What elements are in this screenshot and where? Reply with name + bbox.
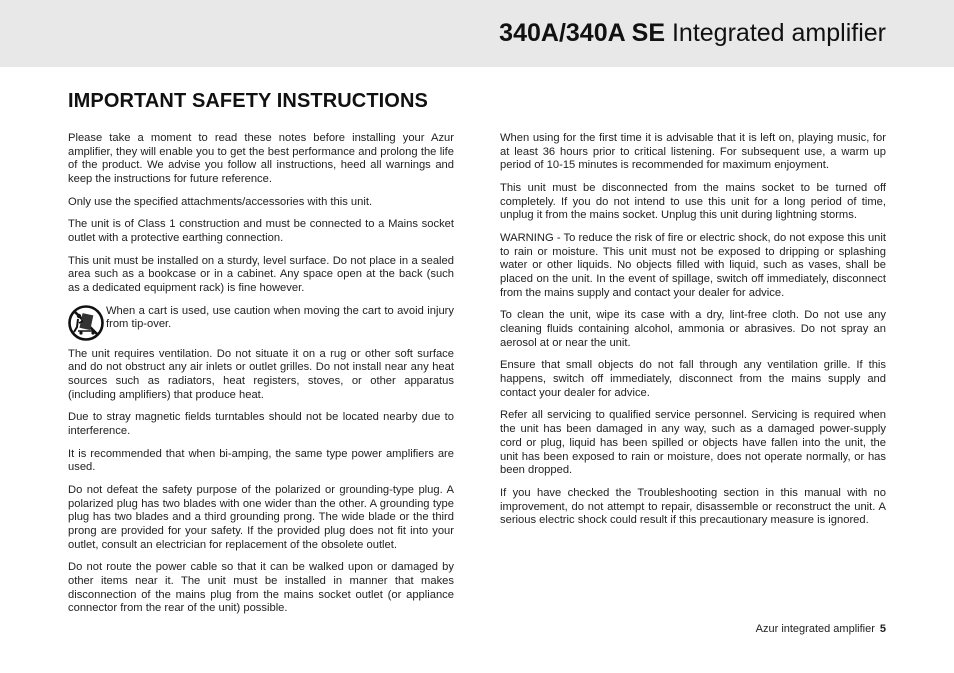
model-name: 340A/340A SE bbox=[499, 19, 666, 47]
paragraph-warning-moisture: WARNING - To reduce the risk of fire or electric shock, do not expose this unit to rain or moisture. This unit must not be exposed to dripping or splashing water or other liquids. No objects filled with liquid, such as vases, shall be placed on the unit. In the event of spillage, switch off immediately, disconnect from the mains supply and contact your dealer for advice. bbox=[500, 232, 886, 299]
paragraph-cart-warning: When a cart is used, use caution when moving the cart to avoid injury from tip-over. bbox=[106, 304, 454, 331]
paragraph-disconnect: This unit must be disconnected from the mains socket to be turned off completely. If you do not intend to use this unit for a long period of time, unplug it from the mains socket. Unplug this unit during lightning storms. bbox=[500, 182, 886, 222]
document-subtitle: Integrated amplifier bbox=[671, 19, 886, 47]
paragraph-polarized-plug: Do not defeat the safety purpose of the polarized or grounding-type plug. A polarized plug has two blades with one wider than the other. A grounding type plug has two blades and a third grounding prong. The wide blade or the third prong are provided for your safety. If the provided plug does not fit into your outlet, consult an electrician for replacement of the obsolete outlet. bbox=[68, 483, 454, 551]
cart-tip-over-warning-icon bbox=[68, 305, 104, 341]
cart-warning-row bbox=[68, 305, 454, 341]
paragraph-turntables: Due to stray magnetic fields turntables should not be located nearby due to interference. bbox=[68, 411, 454, 437]
page-number: 5 bbox=[879, 623, 886, 635]
paragraph-small-objects: Ensure that small objects do not fall through any ventilation grille. If this happens, switch off immediately, disconnect from the mains supply and contact your dealer for advice. bbox=[500, 359, 886, 399]
section-title: IMPORTANT SAFETY INSTRUCTIONS bbox=[68, 90, 428, 112]
paragraph-intro: Please take a moment to read these notes before installing your Azur amplifier, they will enable you to get the best performance and prolong the life of the product. We advise you follow all instructions, heed all warnings and keep the instructions for future reference. bbox=[68, 132, 454, 186]
page-footer bbox=[756, 623, 886, 635]
paragraph-accessories: Only use the specified attachments/accessories with this unit. bbox=[68, 195, 373, 208]
paragraph-servicing: Refer all servicing to qualified service personnel. Servicing is required when the unit has been damaged in any way, such as a damaged power-supply cord or plug, liquid has been spilled or objects have fallen into the unit, the unit has been exposed to rain or moisture, does not operate normally, or has been dropped. bbox=[500, 409, 886, 477]
paragraph-power-cable: Do not route the power cable so that it can be walked upon or damaged by other items near it. The unit must be installed in manner that makes disconnection of the mains plug from the mains socket outlet (or appliance connector from the rear of the unit) possible. bbox=[68, 561, 454, 615]
paragraph-installation: This unit must be installed on a sturdy, level surface. Do not place in a sealed area such as a bookcase or in a cabinet. Any space open at the back (such as a dedicated equipment rack) is fine however. bbox=[68, 254, 454, 294]
paragraph-first-use: When using for the first time it is advisable that it is left on, playing music, for at least 36 hours prior to critical listening. For subsequent use, a warm up period of 10-15 minutes is recommended for maximum enjoyment. bbox=[500, 132, 886, 172]
right-column bbox=[500, 132, 886, 537]
paragraph-bi-amping: It is recommended that when bi-amping, the same type power amplifiers are used. bbox=[68, 447, 454, 474]
paragraph-ventilation: The unit requires ventilation. Do not situate it on a rug or other soft surface and do not obstruct any air inlets or outlet grilles. Do not install near any heat sources such as radiators, heat registers, stoves, or other apparatus (including amplifiers) that produce heat. bbox=[68, 347, 454, 401]
paragraph-class1: The unit is of Class 1 construction and must be connected to a Mains socket outlet with a protective earthing connection. bbox=[68, 218, 454, 244]
document-title bbox=[499, 17, 886, 49]
footer-label: Azur integrated amplifier bbox=[755, 623, 875, 635]
page-header bbox=[0, 0, 954, 67]
paragraph-cleaning: To clean the unit, wipe its case with a dry, lint-free cloth. Do not use any cleaning fluids containing alcohol, ammonia or abrasives. Do not spray an aerosol at or near the unit. bbox=[500, 309, 886, 349]
paragraph-troubleshooting: If you have checked the Troubleshooting section in this manual with no improvement, do not attempt to repair, disassemble or reconstruct the unit. A serious electric shock could result if this precautionary measure is ignored. bbox=[500, 486, 886, 527]
left-column bbox=[68, 132, 454, 625]
